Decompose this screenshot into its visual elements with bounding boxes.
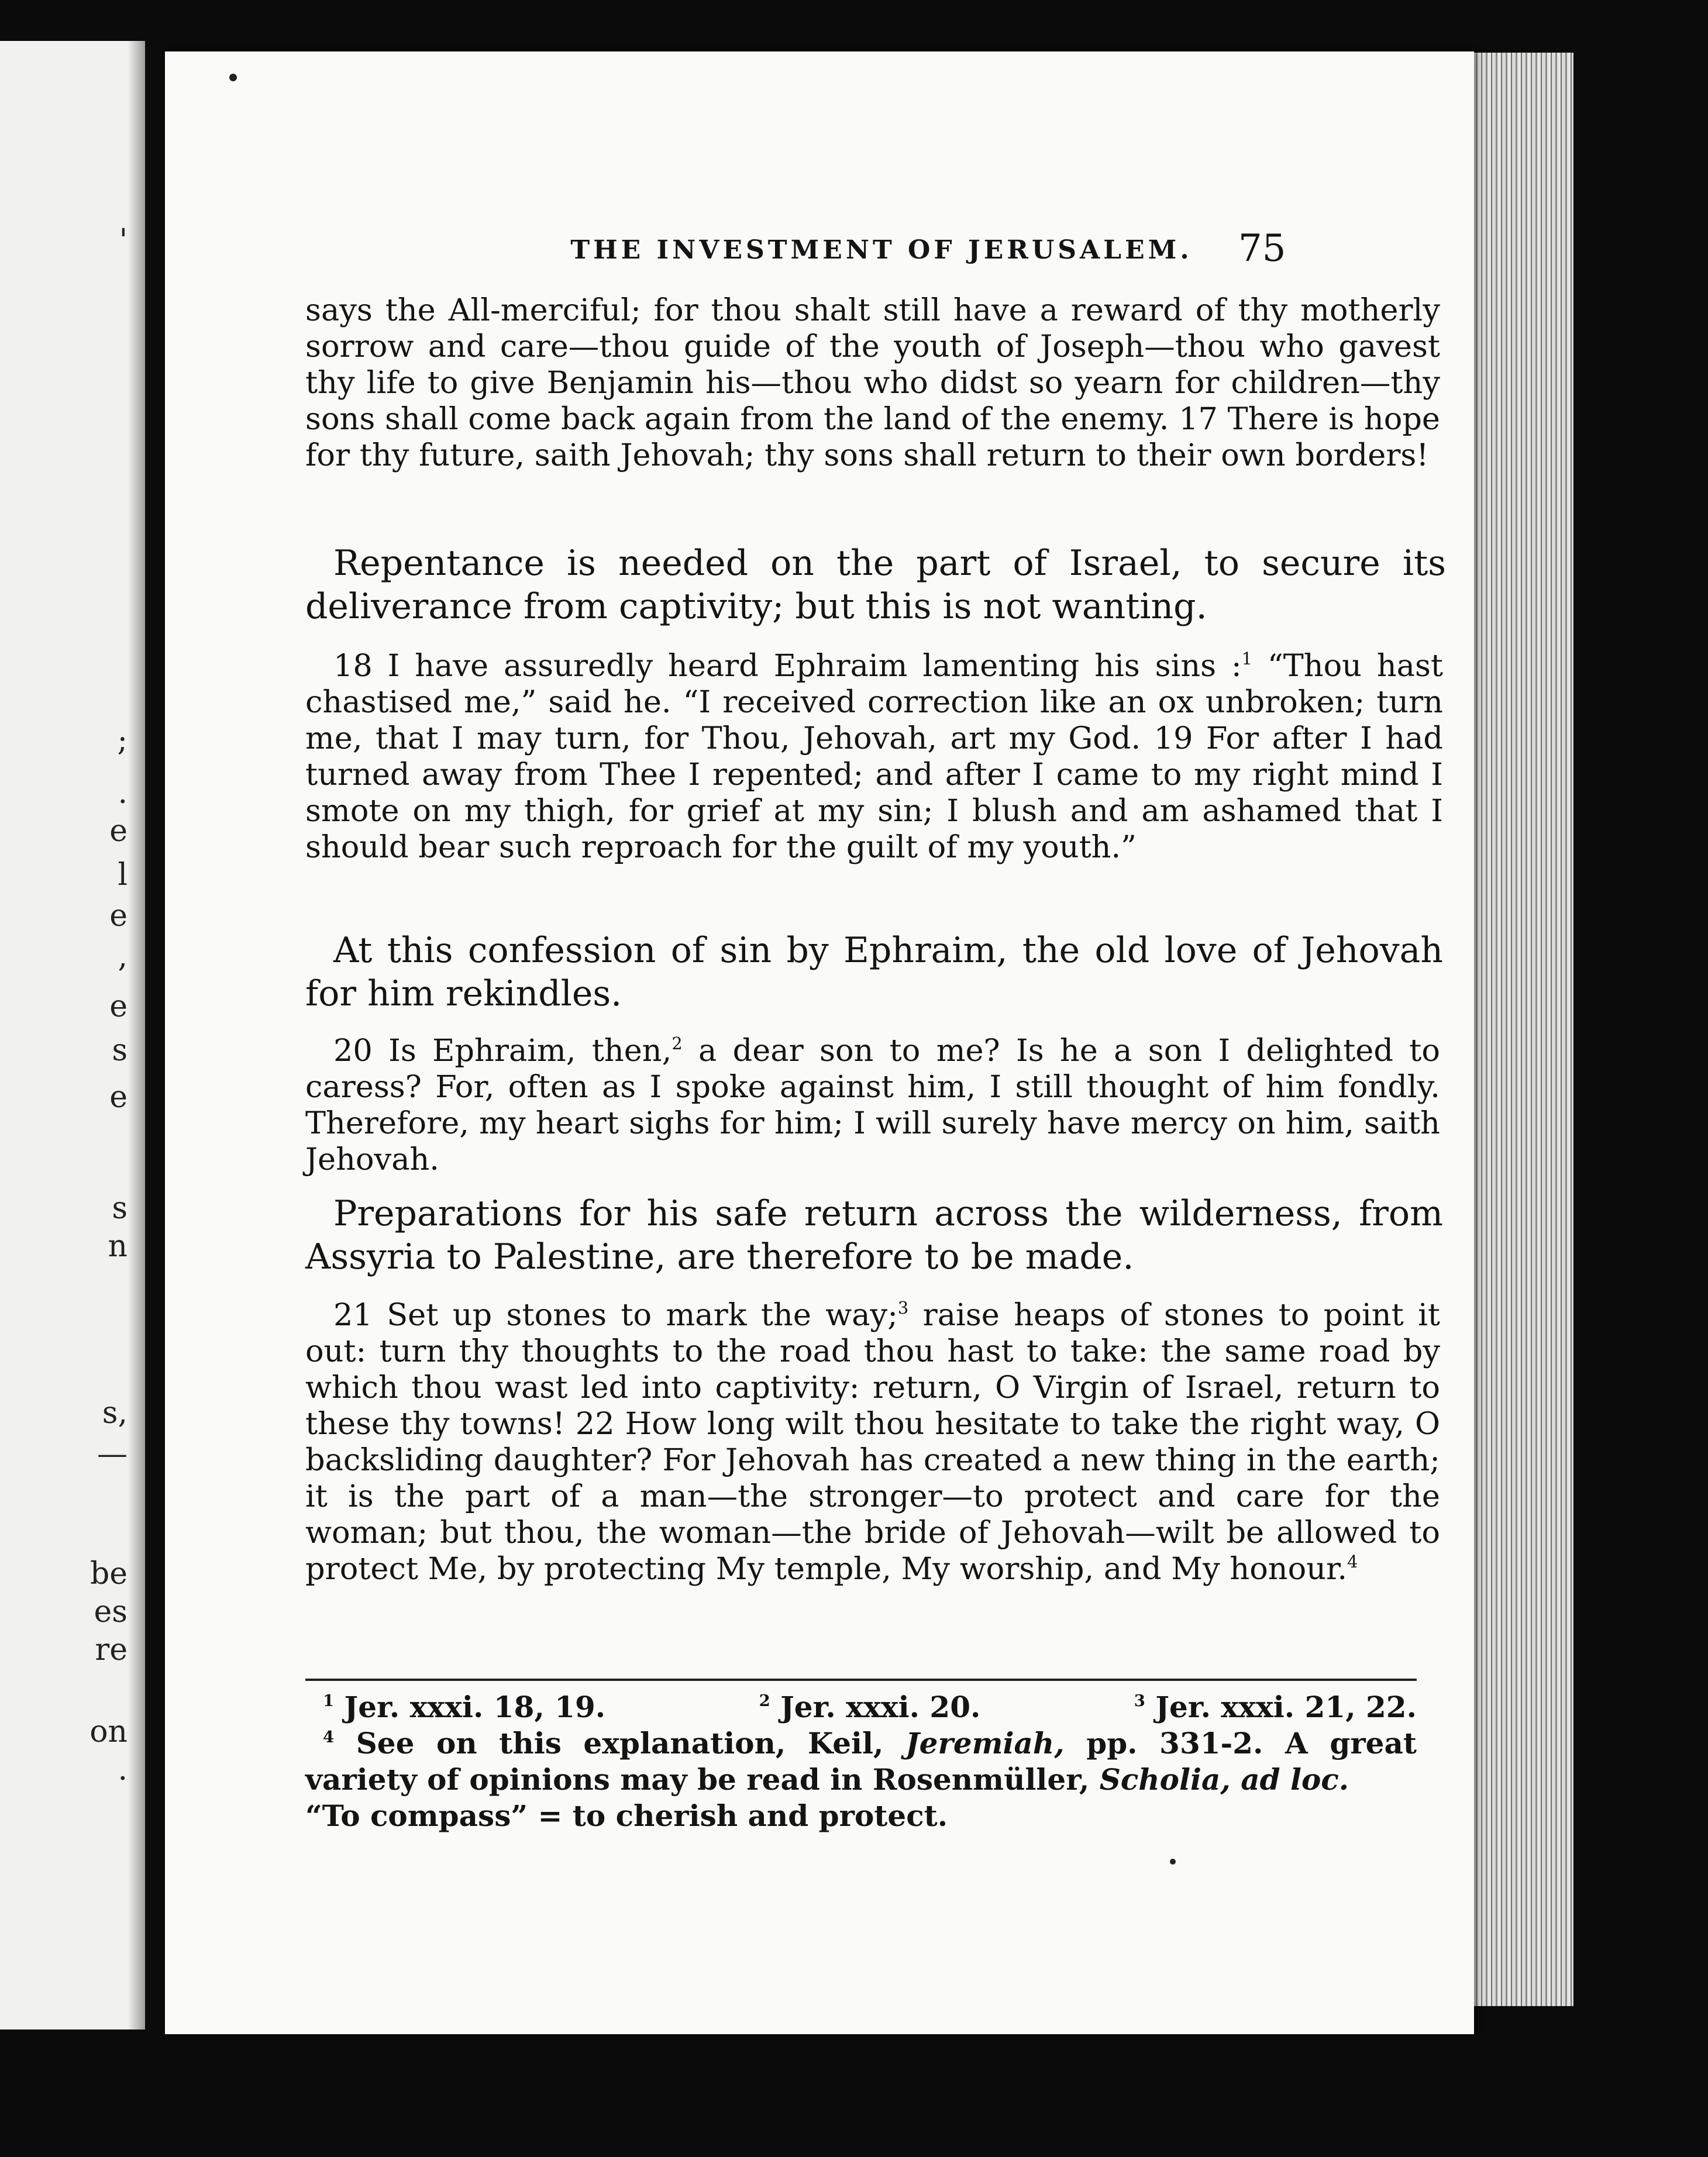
footnote-4: $^4$ See on this explanation, Keil, Jeremiah, pp. 331-2. A great variety of opinions may be read in Rosenmüller, Scholia, ad loc.	[305, 1726, 1417, 1797]
left-page-fragment: ,	[118, 939, 128, 974]
left-page-fragment: e	[109, 989, 128, 1024]
footnote-rule	[305, 1679, 1417, 1681]
specks	[1170, 1859, 1176, 1865]
left-page-fragment: e	[109, 1080, 128, 1115]
commentary-confession: At this confession of sin by Ephraim, the old love of Jehovah for him rekindles.	[305, 930, 1443, 1014]
left-page-fragment: e	[109, 898, 128, 933]
left-page-fragment: —	[97, 1436, 128, 1472]
footnote-1: $^1$ Jer. xxxi. 18, 19.	[323, 1690, 606, 1724]
left-page-fragment: re	[95, 1632, 128, 1667]
footnote-ref-1: 1	[1241, 648, 1253, 669]
left-page-fragment: be	[89, 1556, 128, 1591]
specks	[229, 74, 237, 81]
left-page-fragment: e	[109, 814, 128, 849]
facing-left-page	[0, 41, 145, 2029]
left-page-fragment: es	[94, 1594, 128, 1629]
left-page-fragment: s	[112, 1191, 128, 1226]
footnote-2: $^2$ Jer. xxxi. 20.	[759, 1690, 981, 1724]
footnote-ref-2: 2	[672, 1033, 683, 1053]
left-page-fragment: s	[112, 1033, 128, 1068]
paragraph-verses-21-22: 21 Set up stones to mark the way;$^3$ raise heaps of stones to point it out: turn thy thoughts to the road thou hast to take: the same road by which thou wast led into captivity: return, O Virgin of Israel, return to these thy towns! 22 How long wilt thou hesitate to take the right way, O backsliding daughter? For Jehovah has created a new thing in the earth; it is the part of a man—the stronger—to protect and care for the woman; but thou, the woman—the bride of Jehovah—wilt be allowed to protect Me, by protecting My temple, My worship, and My honour.$^4$	[305, 1297, 1441, 1587]
commentary-preparations: Preparations for his safe return across the wilderness, from Assyria to Palestine, are therefore to be made.	[305, 1193, 1443, 1277]
book-page	[165, 51, 1474, 2034]
page-edges	[1462, 53, 1573, 2006]
commentary-repentance: Repentance is needed on the part of Israel, to secure its deliverance from captivity; but this is not wanting.	[305, 543, 1446, 627]
footnotes-line-1	[323, 1689, 1417, 1725]
left-page-fragment: s,	[102, 1395, 128, 1431]
left-page-fragment: .	[118, 776, 128, 811]
gutter-shadow	[128, 41, 145, 2029]
running-head: THE INVESTMENT OF JERUSALEM.	[570, 235, 1193, 265]
footnote-4-continued: “To compass” = to cherish and protect.	[305, 1798, 948, 1833]
page-number: 75	[1238, 227, 1286, 270]
left-page-fragment: ;	[117, 723, 128, 758]
footnote-3: $^3$ Jer. xxxi. 21, 22.	[1134, 1690, 1417, 1724]
paragraph-verses-18-19: 18 I have assuredly heard Ephraim lamenting his sins :$^1$ “Thou hast chastised me,” said he. “I received correction like an ox unbroken; turn me, that I may turn, for Thou, Jehovah, art my God. 19 For after I had turned away from Thee I repented; and after I came to my right mind I smote on my thigh, for grief at my sin; I blush and am ashamed that I should bear such reproach for the guilt of my youth.”	[305, 648, 1443, 865]
left-page-fragment: n	[108, 1229, 128, 1264]
paragraph-verses-15-17: says the All-merciful; for thou shalt still have a reward of thy motherly sorrow and care—thou guide of the youth of Joseph—thou who gavest thy life to give Benjamin his—thou who didst so yearn for children—thy sons shall come back again from the land of the enemy. 17 There is hope for thy future, saith Jehovah; thy sons shall return to their own borders!	[305, 292, 1440, 473]
left-page-fragment: on	[89, 1714, 128, 1749]
left-page-fragment: .	[118, 1752, 128, 1787]
footnote-ref-4: 4	[1347, 1551, 1358, 1572]
left-page-fragment: l	[118, 857, 128, 893]
footnote-ref-3: 3	[897, 1297, 909, 1318]
paragraph-verse-20: 20 Is Ephraim, then,$^2$ a dear son to me? Is he a son I delighted to caress? For, often as I spoke against him, I still thought of him fondly. Therefore, my heart sighs for him; I will surely have mercy on him, saith Jehovah.	[305, 1033, 1440, 1177]
left-page-fragment: '	[119, 223, 128, 258]
